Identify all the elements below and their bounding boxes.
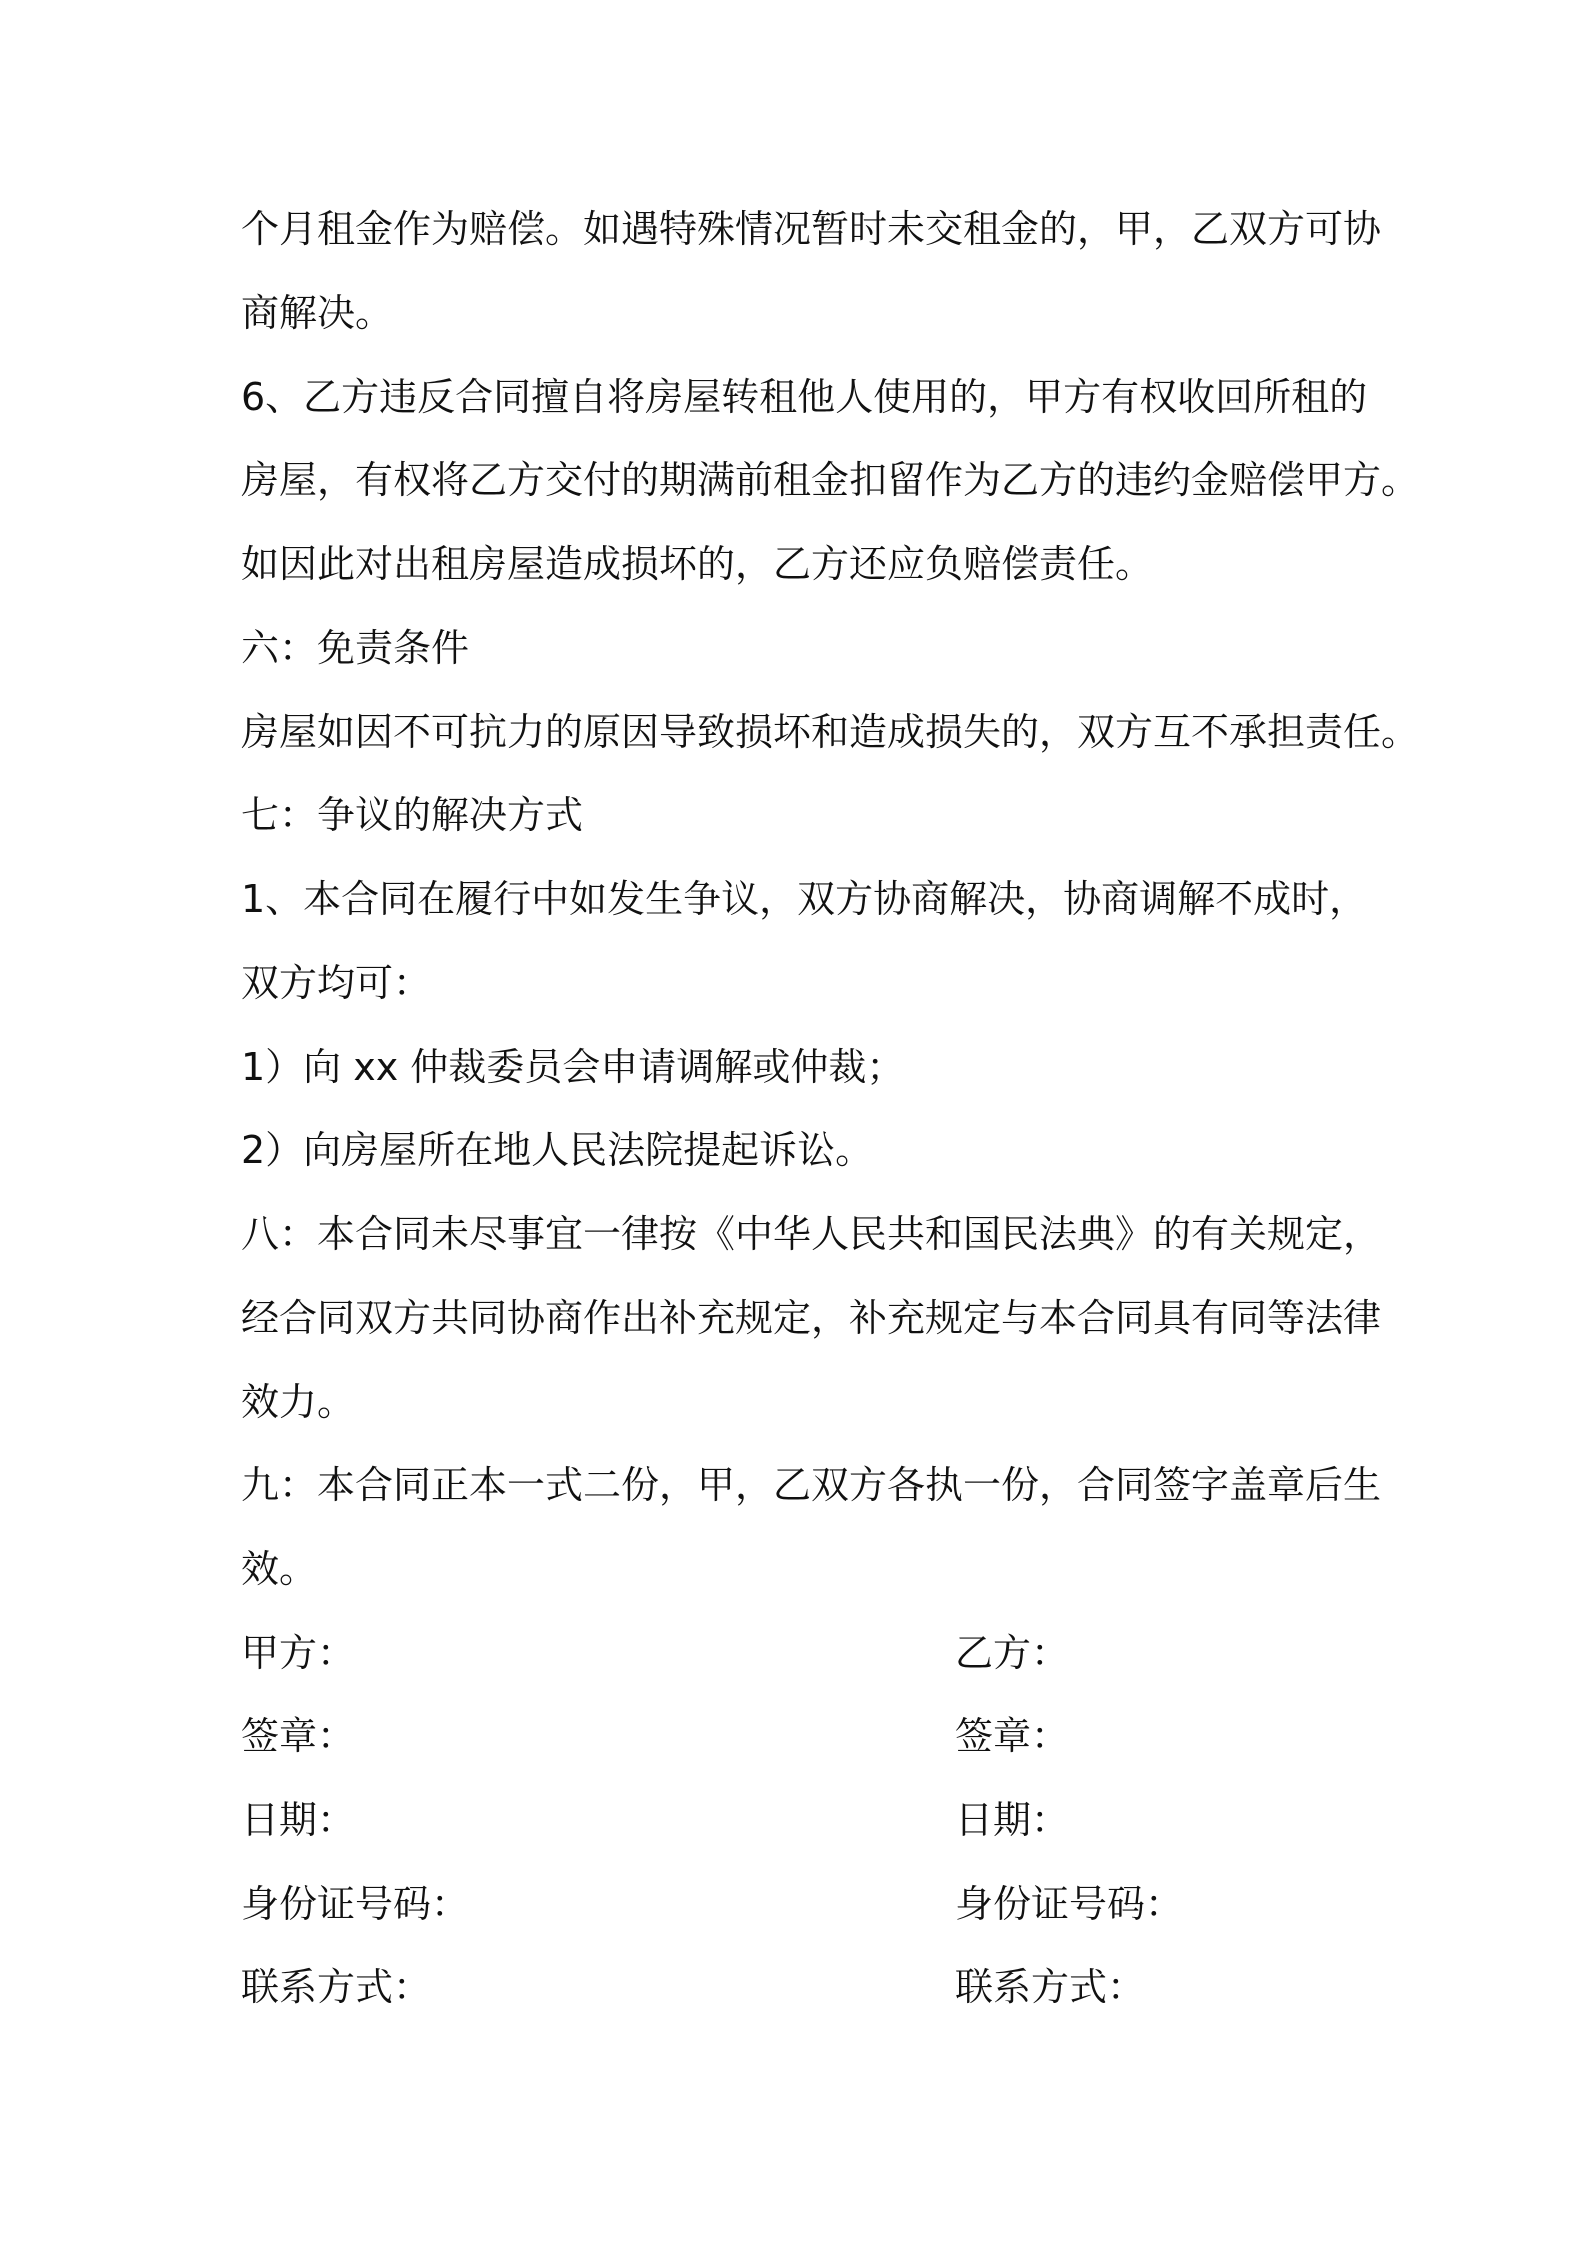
body-text-line: 如因此对出租房屋造成损坏的，乙方还应负赔偿责任。 [241,542,1154,586]
body-text-line: 效。 [241,1547,318,1591]
body-text-line: 商解决。 [241,291,394,335]
list-item: 1）向 xx 仲裁委员会申请调解或仲裁； [241,1045,905,1089]
body-text-line: 经合同双方共同协商作出补充规定，补充规定与本合同具有同等法律 [241,1296,1382,1340]
party-a-contact-label: 联系方式： [241,1965,432,2009]
party-a-id-label: 身份证号码： [241,1882,470,1926]
section-heading: 七：争议的解决方式 [241,793,584,837]
section-heading: 六：免责条件 [241,626,470,670]
body-text-line: 八：本合同未尽事宜一律按《中华人民共和国民法典》的有关规定， [241,1212,1382,1256]
body-text-line: 效力。 [241,1380,356,1424]
body-text-line: 个月租金作为赔偿。如遇特殊情况暂时未交租金的，甲，乙双方可协 [241,207,1382,251]
body-text-line: 1、本合同在履行中如发生争议，双方协商解决，协商调解不成时， [241,877,1368,921]
body-text-line: 九：本合同正本一式二份，甲，乙双方各执一份，合同签字盖章后生 [241,1463,1382,1507]
party-a-date-label: 日期： [241,1798,356,1842]
body-text-line: 双方均可： [241,961,432,1005]
party-b-seal-label: 签章： [955,1714,1070,1758]
list-item: 2）向房屋所在地人民法院提起诉讼。 [241,1128,874,1172]
party-a-seal-label: 签章： [241,1714,356,1758]
party-b-id-label: 身份证号码： [955,1882,1184,1926]
body-text-line: 6、乙方违反合同擅自将房屋转租他人使用的，甲方有权收回所租的 [241,375,1368,419]
body-text-line: 房屋，有权将乙方交付的期满前租金扣留作为乙方的违约金赔偿甲方。 [241,458,1420,502]
body-text-line: 房屋如因不可抗力的原因导致损坏和造成损失的，双方互不承担责任。 [241,710,1420,754]
party-b-date-label: 日期： [955,1798,1070,1842]
party-a-label: 甲方： [241,1631,356,1675]
party-b-contact-label: 联系方式： [955,1965,1146,2009]
party-b-label: 乙方： [955,1631,1070,1675]
